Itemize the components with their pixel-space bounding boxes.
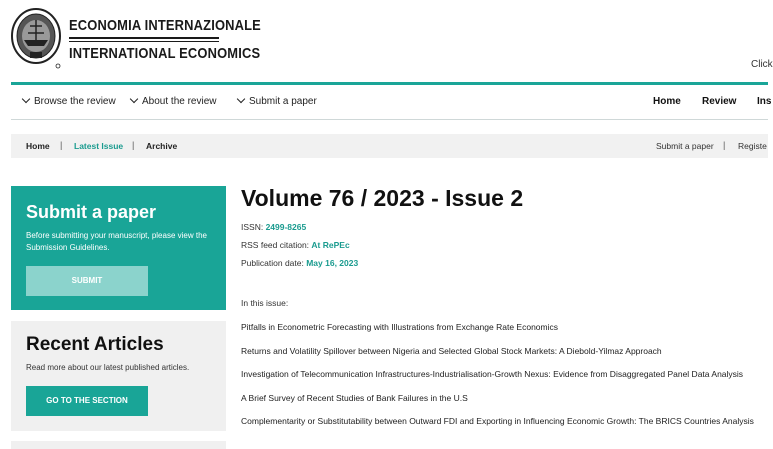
- article-link[interactable]: Investigation of Telecommunication Infrastructures-Industrialisation-Growth Nexus: Evidence from Disaggregated Panel Data Analysis: [241, 369, 744, 379]
- chevron-down-icon: [22, 95, 30, 103]
- nav-about-review-label: About the review: [142, 96, 217, 107]
- submit-button[interactable]: SUBMIT: [26, 266, 148, 296]
- go-to-section-button[interactable]: GO TO THE SECTION: [26, 386, 148, 416]
- rss-label: RSS feed citation:: [241, 240, 312, 250]
- issn-line: [241, 222, 306, 232]
- publication-date-value: May 16, 2023: [306, 258, 359, 268]
- submit-card-description: Before submitting your manuscript, please view the Submission Guidelines.: [26, 231, 207, 252]
- article-link[interactable]: Pitfalls in Econometric Forecasting with Illustrations from Exchange Rate Economics: [241, 322, 558, 332]
- rss-line: [241, 240, 350, 250]
- recent-articles-title: Recent Articles: [26, 334, 164, 355]
- nav-browse-review[interactable]: [23, 96, 116, 107]
- subnav-submit-paper[interactable]: Submit a paper: [656, 141, 714, 151]
- subnav-separator: |: [60, 140, 63, 150]
- nav-browse-review-label: Browse the review: [34, 96, 116, 107]
- issue-title: Volume 76 / 2023 - Issue 2: [241, 185, 524, 211]
- issn-label: ISSN:: [241, 222, 266, 232]
- publication-date-label: Publication date:: [241, 258, 307, 268]
- submit-card-title: Submit a paper: [26, 202, 157, 222]
- subnav-separator: |: [132, 140, 135, 150]
- nav-review[interactable]: Review: [702, 96, 737, 107]
- article-link[interactable]: Returns and Volatility Spillover between Nigeria and Selected Global Stock Markets: A Diebold-Yilmaz Approach: [241, 346, 662, 356]
- subnav-separator: |: [723, 140, 726, 150]
- in-this-issue-label: In this issue:: [241, 298, 289, 308]
- recent-articles-description: Read more about our latest published articles.: [26, 363, 190, 372]
- nav-submit-paper-label: Submit a paper: [249, 96, 317, 107]
- nav-home[interactable]: Home: [653, 96, 681, 107]
- subnav-home[interactable]: Home: [26, 141, 50, 151]
- sidebar-card-partial: [11, 441, 226, 449]
- breadcrumb-bar: [11, 134, 768, 158]
- recent-articles-card: [11, 321, 226, 431]
- submit-paper-card: [11, 186, 226, 310]
- main-nav: [11, 85, 772, 120]
- logo-divider: [69, 41, 219, 42]
- subnav-archive[interactable]: Archive: [146, 141, 178, 151]
- nav-submit-paper[interactable]: [238, 96, 317, 107]
- journal-seal-logo-icon[interactable]: [10, 6, 62, 70]
- issn-value: 2499-8265: [265, 222, 307, 232]
- article-link[interactable]: Complementarity or Substitutability between Outward FDI and Exporting in Influencing Economic Growth: The BRICS Countries Analysis: [241, 416, 754, 426]
- rss-link[interactable]: At RePEc: [311, 240, 350, 250]
- site-header: [0, 0, 773, 82]
- subnav-latest-issue[interactable]: Latest Issue: [74, 141, 124, 151]
- publication-date-line: [241, 258, 358, 268]
- nav-about-review[interactable]: [131, 96, 217, 107]
- logo-title-italian: ECONOMIA INTERNAZIONALE: [69, 17, 261, 34]
- subnav-register[interactable]: Registe: [738, 141, 767, 151]
- logo-title-english: INTERNATIONAL ECONOMICS: [69, 45, 261, 62]
- logo-divider: [69, 37, 219, 39]
- nav-ins[interactable]: Ins: [757, 96, 772, 107]
- chevron-down-icon: [130, 95, 138, 103]
- article-link[interactable]: A Brief Survey of Recent Studies of Bank Failures in the U.S: [241, 393, 468, 403]
- journal-wordmark[interactable]: [69, 16, 261, 63]
- header-click-link[interactable]: Click: [751, 59, 773, 70]
- chevron-down-icon: [237, 95, 245, 103]
